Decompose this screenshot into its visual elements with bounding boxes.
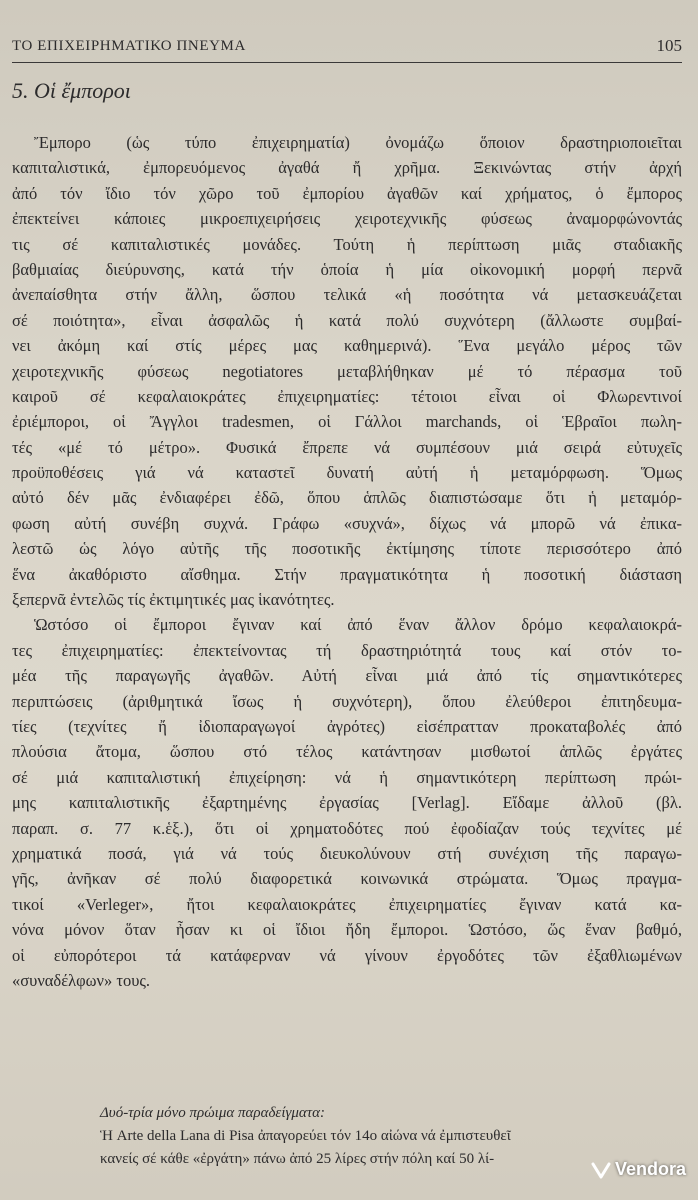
running-header <box>12 34 682 63</box>
text-line: παραπ. σ. 77 κ.ἑξ.), ὅτι οἱ χρηματοδότες πού ἐφοδίαζαν τούς τεχνίτες μέ <box>12 818 682 838</box>
text-line: βαθμιαίας διεύρυνσης, κατά τήν ὁποία ἡ μία οἰκονομική μορφή περνᾶ <box>12 259 682 279</box>
text-line: σέ ποιότητα», εἶναι ἀσφαλῶς ἡ κατά πολύ συχνότερη (ἄλλωστε συμβαί- <box>12 310 682 330</box>
text-line: Ὡστόσο οἱ ἔμποροι ἔγιναν καί ἀπό ἕναν ἄλλον δρόμο κεφαλαιοκρά- <box>34 615 682 635</box>
text-line: τίες (τεχνίτες ἤ ἰδιοπαραγωγοί ἀγρότες) εἰσέπρατταν προκαταβολές ἀπό <box>12 716 682 736</box>
text-line: νόνα μόνον ὅταν ἦσαν κι οἱ ἴδιοι ἤδη ἔμποροι. Ὡστόσο, ὥς ἕναν βαθμό, <box>12 920 682 940</box>
text-line: ἐριέμποροι, οἱ Ἄγγλοι tradesmen, οἱ Γάλλοι marchands, οἱ Ἑβραῖοι πωλη- <box>12 412 682 432</box>
vendora-logo-icon <box>591 1160 611 1180</box>
text-line: καπιταλιστικά, ἐμπορευόμενος ἀγαθά ἤ χρῆμα. Ξεκινώντας στήν ἀρχή <box>12 158 682 178</box>
text-line: τικοί «Verleger», ἤτοι κεφαλαιοκράτες ἐπιχειρηματίες ἔγιναν κατά κα- <box>12 894 682 914</box>
text-line: τες ἐπιχειρηματίες: ἐπεκτείνοντας τή δραστηριότητά τους καί στόν το- <box>12 640 682 660</box>
text-line: ἀπό τόν ἴδιο τόν χῶρο τοῦ ἐμπορίου ἀγαθῶν καί χρήματος, ὁ ἔμπορος <box>12 183 682 203</box>
text-line: καιροῦ σέ κεφαλαιοκράτες ἐπιχειρηματίες: τέτοιοι εἶναι οἱ Φλωρεντινοί <box>12 386 682 406</box>
text-line: πλούσια ἄτομα, ὥσπου στό τέλος κατάντησαν μισθωτοί ἁπλῶς ἐργάτες <box>12 742 682 762</box>
text-line: τις σέ καπιταλιστικές μονάδες. Τούτη ἡ περίπτωση μιᾶς σταδιακῆς <box>12 234 682 254</box>
text-line: αὐτό δέν μᾶς ἐνδιαφέρει ἐδῶ, ὅπου ἁπλῶς διαπιστώσαμε ὅτι ἡ μεταμόρ- <box>12 488 682 508</box>
text-line: οἱ εὐπορότεροι τά κατάφερναν νά γίνουν ἐργοδότες τῶν ἐξαθλιωμένων <box>12 945 682 965</box>
text-line: λεστῶ ὡς λόγο αὐτῆς τῆς ποσοτικῆς ἐκτίμησης τίποτε περισσότερο ἀπό <box>12 539 682 559</box>
text-line: ἕνα ἀκαθόριστο αἴσθημα. Στήν πραγματικότητα ἡ ποσοτική διάσταση <box>12 564 682 584</box>
text-line: ξεπερνᾶ ἐντελῶς τίς ἐκτιμητικές μας ἱκανότητες. <box>12 590 335 610</box>
text-line: ἐπεκτείνει κάποιες μικροεπιχειρήσεις χειροτεχνικῆς φύσεως ἀναμορφώνοντάς <box>12 209 682 229</box>
text-line: σέ μιά καπιταλιστική ἐπιχείρηση: νά ἡ σημαντικότερη περίπτωση πρώι- <box>12 767 682 787</box>
text-line: νει ἀκόμη καί στίς μέρες μας καθημερινά). Ἕνα μεγάλο μέρος τῶν <box>12 336 682 356</box>
text-line: προϋποθέσεις γιά νά καταστεῖ δυνατή αὐτή ἡ μεταμόρφωση. Ὅμως <box>12 463 682 483</box>
text-line: ἀνεπαίσθητα στήν ἄλλη, ὥσπου τελικά «ἡ ποσότητα νά μετασκευάζεται <box>12 285 682 305</box>
text-line: Ἔμπορο (ὡς τύπο ἐπιχειρηματία) ὀνομάζω ὅποιον δραστηριοποιεῖται <box>34 133 682 152</box>
section-title: 5. Οἱ ἔμποροι <box>12 78 131 103</box>
text-line: μης καπιταλιστικῆς ἐξαρτημένης ἐργασίας [Verlag]. Εἴδαμε ἀλλοῦ (βλ. <box>12 793 682 813</box>
text-line: χειροτεχνικῆς φύσεως negotiatores μεταβλήθηκαν μέ τό πέρασμα τοῦ <box>12 361 682 381</box>
text-line: μέα τῆς παραγωγῆς ἀγαθῶν. Αὐτή εἶναι μιά ἀπό τίς σημαντικότερες <box>12 666 682 686</box>
watermark-brand: Vendora <box>614 1159 686 1179</box>
body-text <box>12 130 682 993</box>
text-line: χρηματικά ποσά, γιά νά τούς διευκολύνουν στή συνέχιση τῆς παραγω- <box>12 843 682 863</box>
text-line: «συναδέλφων» τους. <box>12 970 151 990</box>
text-line: περιπτώσεις (ἀριθμητικά ἴσως ἡ συχνότερη), ὅπου ἐλεύθεροι ἐπιτηδευμα- <box>12 691 682 711</box>
examples-intro: Δυό-τρία μόνο πρώιμα παραδείγματα: <box>100 1105 326 1121</box>
text-line: γῆς, ἀνῆκαν σέ πολύ διαφορετικά κοινωνικά στρώματα. Ὅμως πραγμα- <box>12 869 682 889</box>
text-line: τές «μέ τό μέτρο». Φυσικά ἔπρεπε νά συμπέσουν μιά σειρά εὐτυχεῖς <box>12 437 682 457</box>
page-number: 105 <box>656 36 682 55</box>
vendora-watermark <box>591 1159 686 1180</box>
text-line: φωση αὐτή συνέβη συχνά. Γράφω «συχνά», δίχως νά μπορῶ νά ἐπικα- <box>12 513 682 533</box>
running-title: ΤΟ ΕΠΙΧΕΙΡΗΜΑΤΙΚΟ ΠΝΕΥΜΑ <box>12 38 246 54</box>
example-line: Ἡ Arte della Lana di Pisa ἀπαγορεύει τόν 14ο αἰώνα νά ἐμπιστευθεῖ <box>100 1128 511 1144</box>
examples-block <box>12 1102 682 1171</box>
example-line: κανείς σέ κάθε «ἐργάτη» πάνω ἀπό 25 λίρες στήν πόλη καί 50 λί- <box>100 1151 495 1167</box>
